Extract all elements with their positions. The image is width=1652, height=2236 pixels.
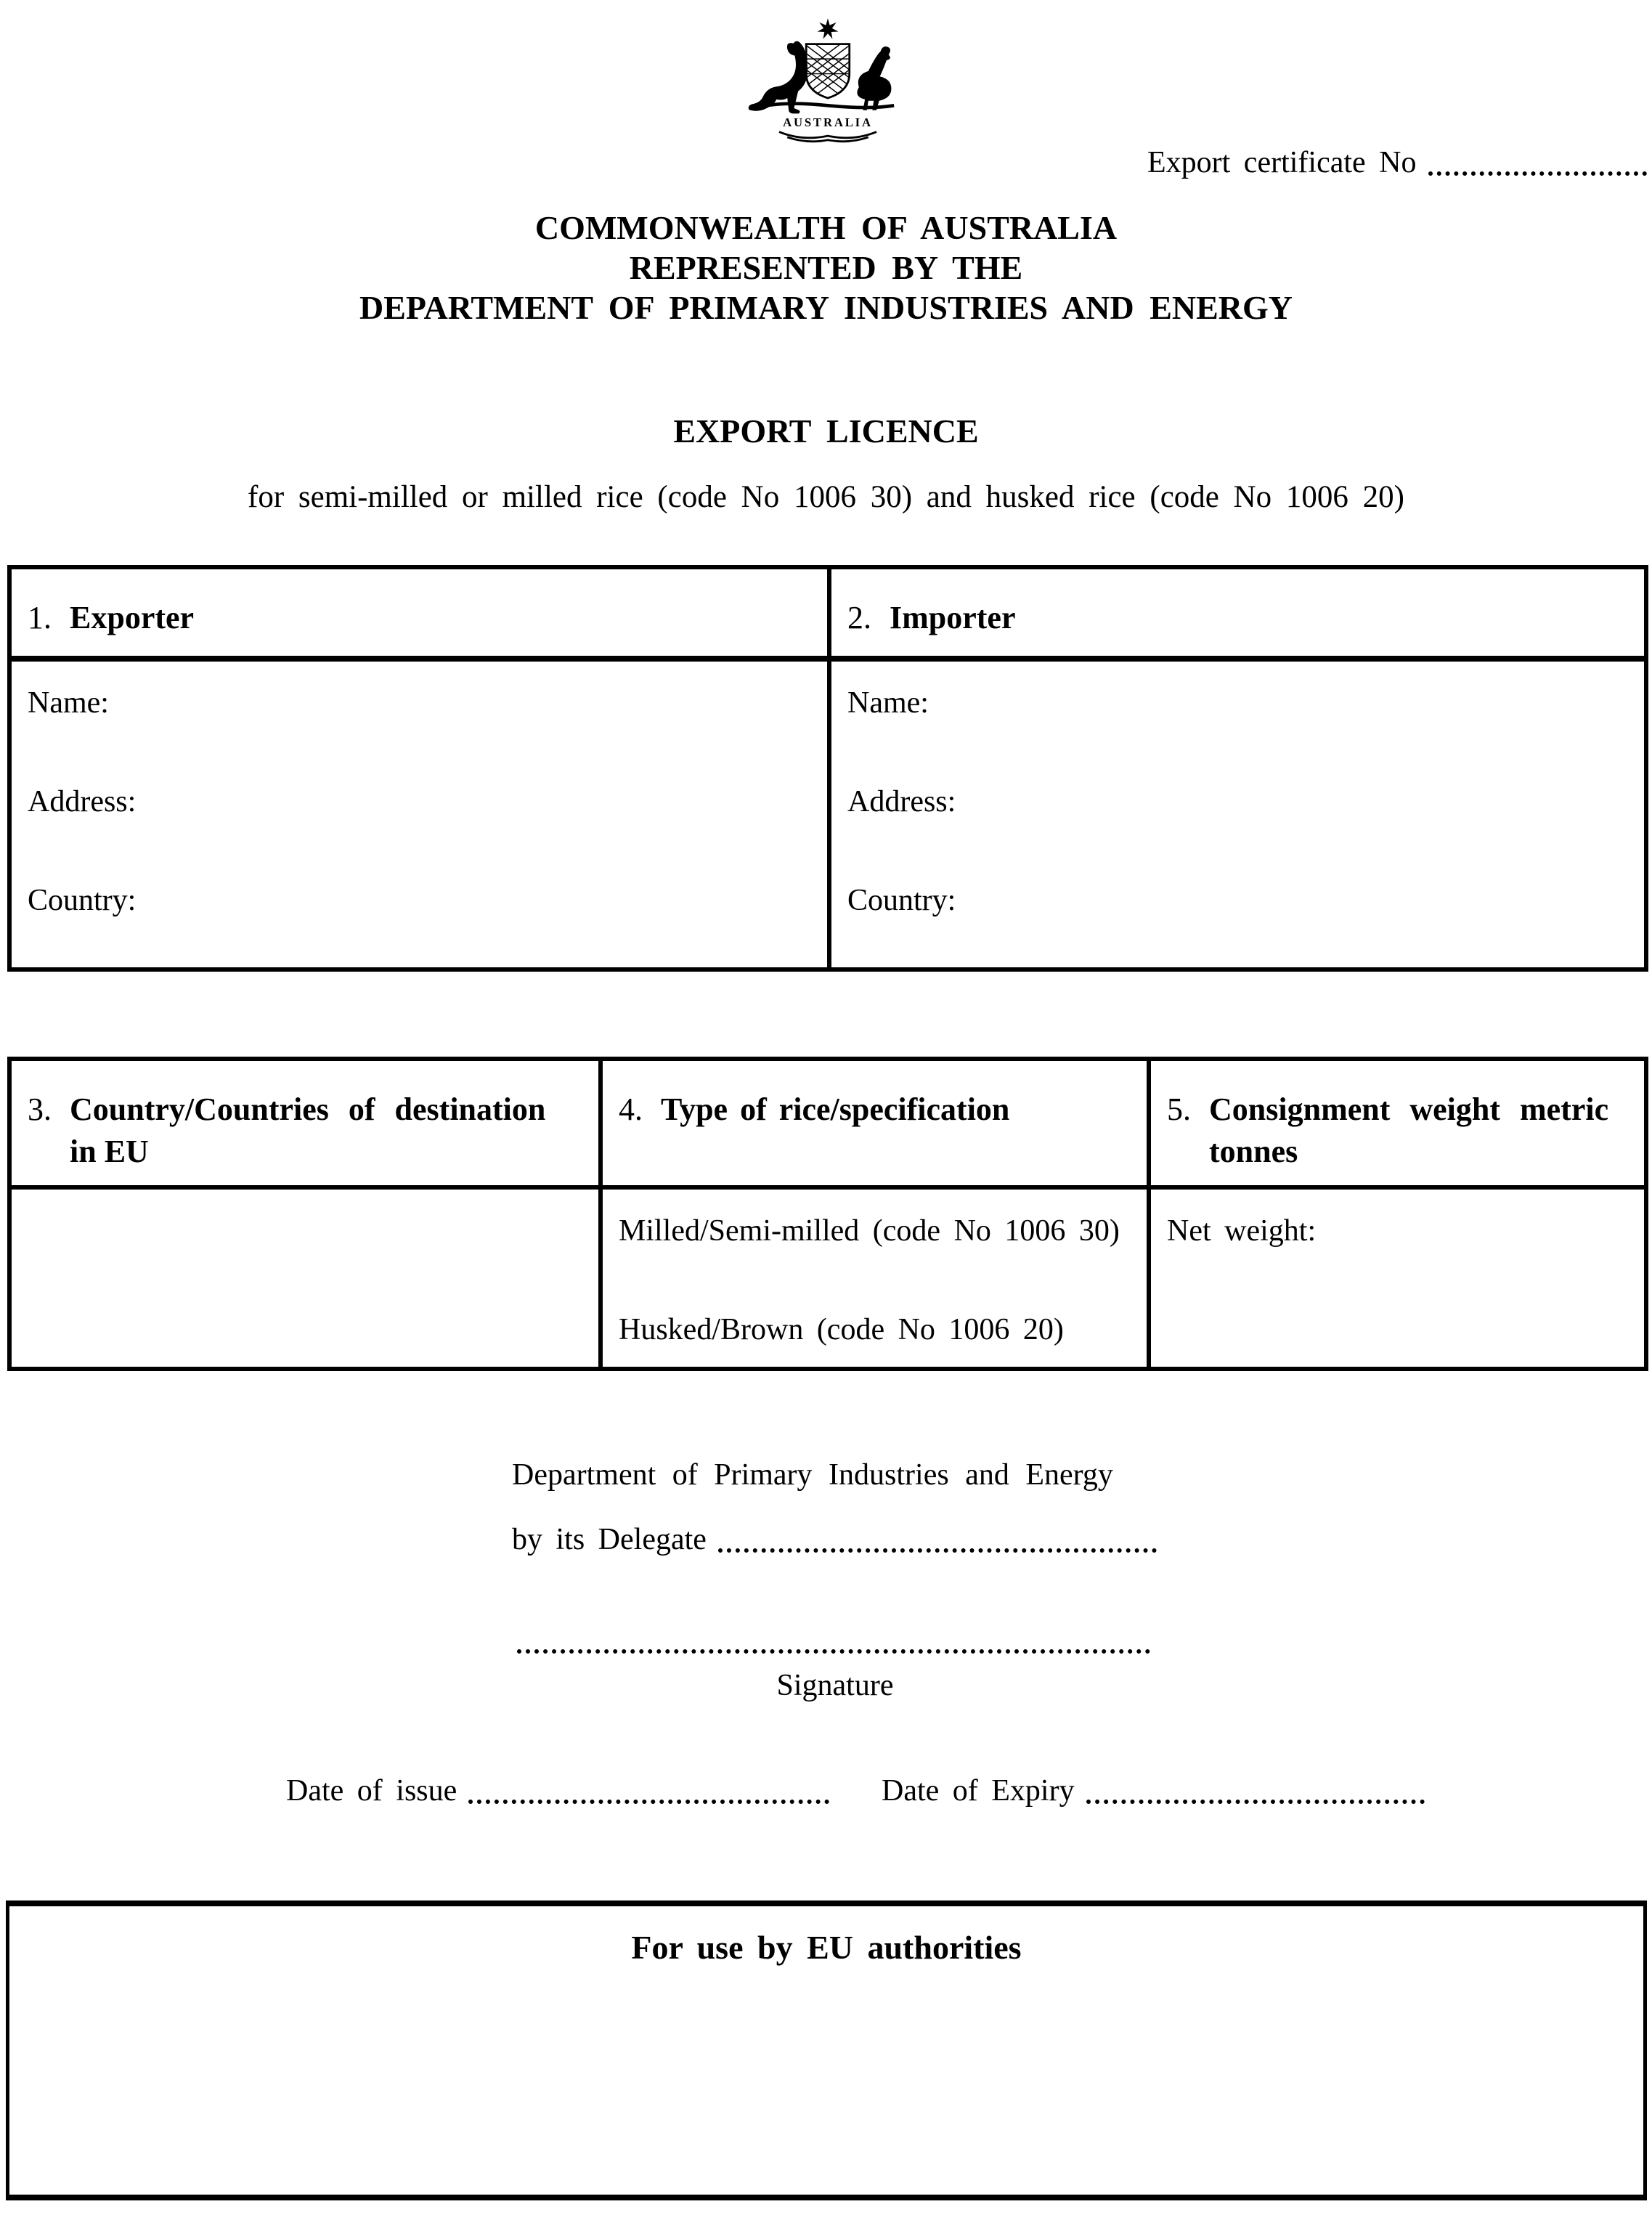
consignment-table (7, 1057, 1648, 1371)
destination-header (12, 1061, 598, 1190)
certificate-number-label: Export certificate No (1147, 146, 1417, 179)
importer-title: Importer (890, 600, 1016, 635)
weight-body (1151, 1190, 1644, 1248)
importer-fields (831, 662, 1644, 918)
commonwealth-star-icon (817, 18, 838, 38)
weight-header-line1: 5. Consignment weight metric (1167, 1089, 1631, 1131)
issuing-organisation (0, 208, 1652, 328)
delegate-label: by its Delegate (512, 1523, 707, 1556)
destination-number: 3. (28, 1091, 52, 1127)
coat-banner-text: AUSTRALIA (783, 115, 873, 130)
banner-flourish (779, 132, 876, 142)
importer-number: 2. (847, 600, 871, 635)
delegate-line (512, 1522, 1157, 1557)
date-of-expiry-line (882, 1773, 1425, 1808)
exporter-country-label: Country: (28, 884, 137, 917)
date-of-expiry-dotted-leader (1086, 1800, 1425, 1804)
certificate-number-dotted-leader (1428, 171, 1648, 176)
date-of-issue-dotted-leader (468, 1800, 829, 1804)
signature-dotted-line (517, 1649, 1150, 1654)
destination-header-line1: 3. Country/Countries of destination (28, 1089, 585, 1131)
weight-number: 5. (1167, 1091, 1191, 1127)
signing-department: Department of Primary Industries and Energy (512, 1458, 1113, 1492)
dates-row (286, 1773, 1425, 1808)
net-weight-label: Net weight: (1167, 1214, 1317, 1248)
exporter-title: Exporter (70, 600, 195, 635)
rice-type-number: 4. (619, 1091, 643, 1127)
document-title: EXPORT LICENCE (673, 412, 979, 450)
eu-box-title: For use by EU authorities (631, 1929, 1022, 1966)
signature-label: Signature (776, 1669, 894, 1702)
exporter-fields (12, 662, 827, 918)
husked-rice-option: Husked/Brown (code No 1006 20) (619, 1313, 1064, 1346)
australian-coat-of-arms (738, 12, 917, 147)
exporter-number: 1. (28, 600, 52, 635)
milled-rice-option: Milled/Semi-milled (code No 1006 30) (619, 1214, 1120, 1248)
weight-header (1151, 1061, 1644, 1190)
shield-icon (806, 44, 850, 98)
document-subtitle: for semi-milled or milled rice (code No 1006 30) and husked rice (code No 1006 20) (248, 480, 1404, 514)
org-line-2: REPRESENTED BY THE (629, 249, 1023, 286)
delegate-dotted-leader (718, 1548, 1157, 1553)
certificate-number-line (1147, 145, 1647, 180)
emu-icon (857, 46, 891, 110)
importer-name-label: Name: (847, 686, 929, 720)
date-of-expiry-label: Date of Expiry (882, 1774, 1075, 1808)
org-line-3: DEPARTMENT OF PRIMARY INDUSTRIES AND ENERGY (359, 289, 1293, 326)
weight-cell (1147, 1061, 1644, 1367)
destination-body (12, 1190, 598, 1213)
exporter-address-label: Address: (28, 785, 137, 818)
rice-type-header-line1: 4. Type of rice/specification (619, 1089, 1134, 1131)
exporter-name-label: Name: (28, 686, 109, 720)
date-of-issue-line (286, 1773, 829, 1808)
org-line-1: COMMONWEALTH OF AUSTRALIA (534, 209, 1118, 246)
date-of-issue-label: Date of issue (286, 1774, 457, 1808)
rice-type-body (603, 1190, 1147, 1347)
parties-table (7, 565, 1648, 972)
importer-country-label: Country: (847, 884, 956, 917)
weight-header-line2: tonnes (1209, 1134, 1298, 1169)
destination-cell (12, 1061, 598, 1367)
importer-address-label: Address: (847, 785, 956, 818)
eu-authorities-box (6, 1900, 1647, 2200)
importer-header (831, 569, 1644, 662)
importer-cell (827, 569, 1644, 967)
exporter-header (12, 569, 827, 662)
rice-type-cell (598, 1061, 1147, 1367)
destination-header-line2: in EU (70, 1134, 149, 1169)
rice-type-header (603, 1061, 1147, 1190)
exporter-cell (12, 569, 827, 967)
